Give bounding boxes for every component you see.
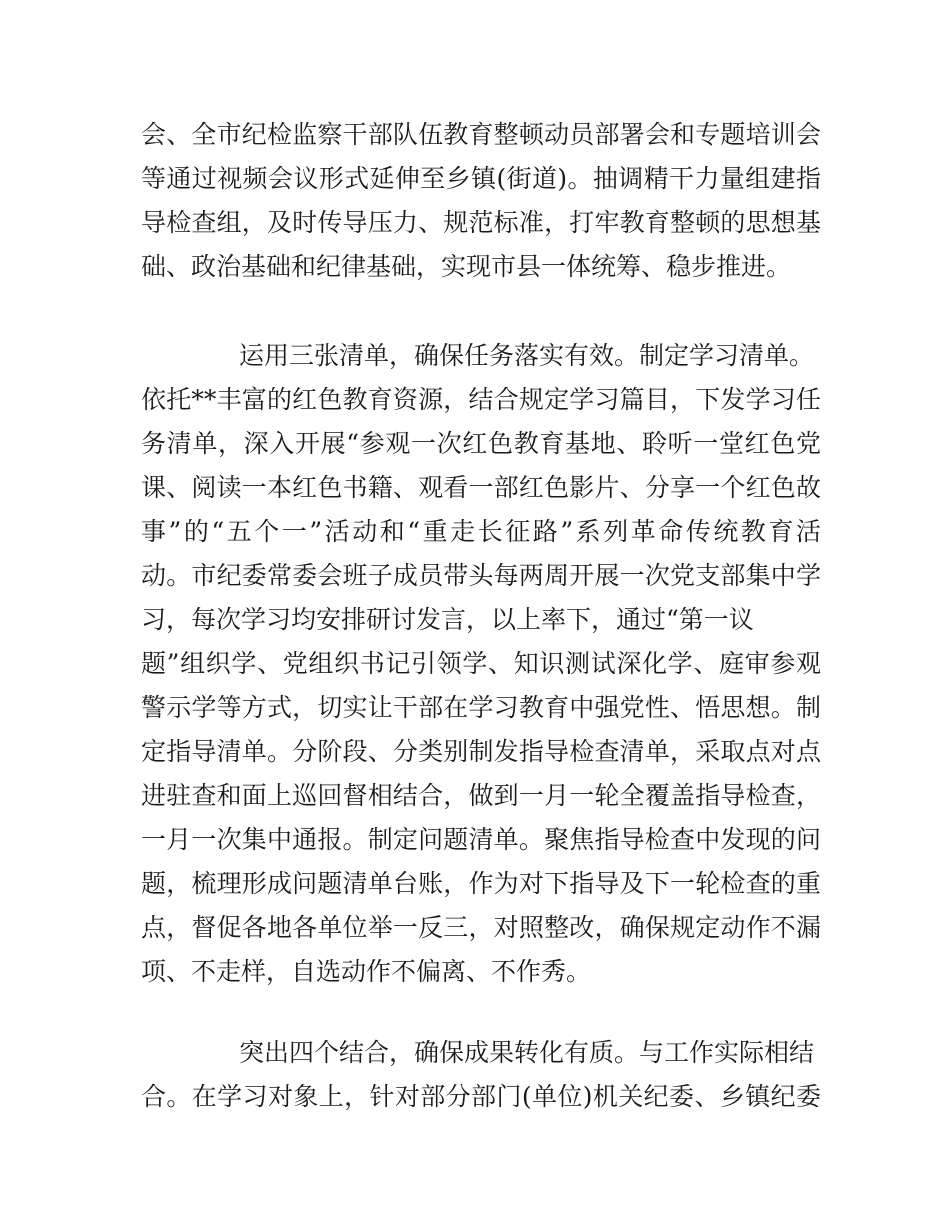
paragraph-line: 点，督促各地各单位举一反三，对照整改，确保规定动作不漏 [141, 913, 821, 942]
paragraph-line: 题，梳理形成问题清单台账，作为对下指导及下一轮检查的重 [141, 869, 821, 898]
paragraph-line: 务清单，深入开展“参观一次红色教育基地、聆听一堂红色党 [141, 429, 821, 458]
paragraph-line: 项、不走样，自选动作不偏离、不作秀。 [141, 957, 592, 986]
paragraph-1 [141, 113, 821, 289]
paragraph-line: 题”组织学、党组织书记引领学、知识测试深化学、庭审参观 [141, 649, 821, 678]
paragraph-line: 动。市纪委常委会班子成员带头每两周开展一次党支部集中学 [141, 561, 821, 590]
paragraph-3 [141, 1031, 821, 1119]
paragraph-line: 定指导清单。分阶段、分类别制发指导检查清单，采取点对点 [141, 737, 821, 766]
paragraph-line: 等通过视频会议形式延伸至乡镇(街道)。抽调精干力量组建指 [141, 164, 821, 193]
paragraph-line: 警示学等方式，切实让干部在学习教育中强党性、悟思想。制 [141, 693, 821, 722]
paragraph-line: 事”的“五个一”活动和“重走长征路”系列革命传统教育活 [141, 517, 821, 546]
paragraph-2 [141, 334, 821, 994]
paragraph-line: 课、阅读一本红色书籍、观看一部红色影片、分享一个红色故 [141, 473, 821, 502]
paragraph-line: 础、政治基础和纪律基础，实现市县一体统筹、稳步推进。 [141, 252, 792, 281]
paragraph-line: 一月一次集中通报。制定问题清单。聚焦指导检查中发现的问 [141, 825, 821, 854]
paragraph-line: 会、全市纪检监察干部队伍教育整顿动员部署会和专题培训会 [141, 120, 821, 149]
paragraph-first-line: 运用三张清单，确保任务落实有效。制定学习清单。 [239, 341, 815, 370]
paragraph-line: 进驻查和面上巡回督相结合，做到一月一轮全覆盖指导检查， [141, 781, 821, 810]
paragraph-first-line: 突出四个结合，确保成果转化有质。与工作实际相结 [239, 1038, 815, 1067]
paragraph-line: 习，每次学习均安排研讨发言，以上率下，通过“第一议 [141, 605, 754, 634]
paragraph-line: 合。在学习对象上，针对部分部门(单位)机关纪委、乡镇纪委 [141, 1082, 821, 1111]
paragraph-line: 依托**丰富的红色教育资源，结合规定学习篇目，下发学习任 [141, 385, 821, 414]
paragraph-line: 导检查组，及时传导压力、规范标准，打牢教育整顿的思想基 [141, 208, 821, 237]
